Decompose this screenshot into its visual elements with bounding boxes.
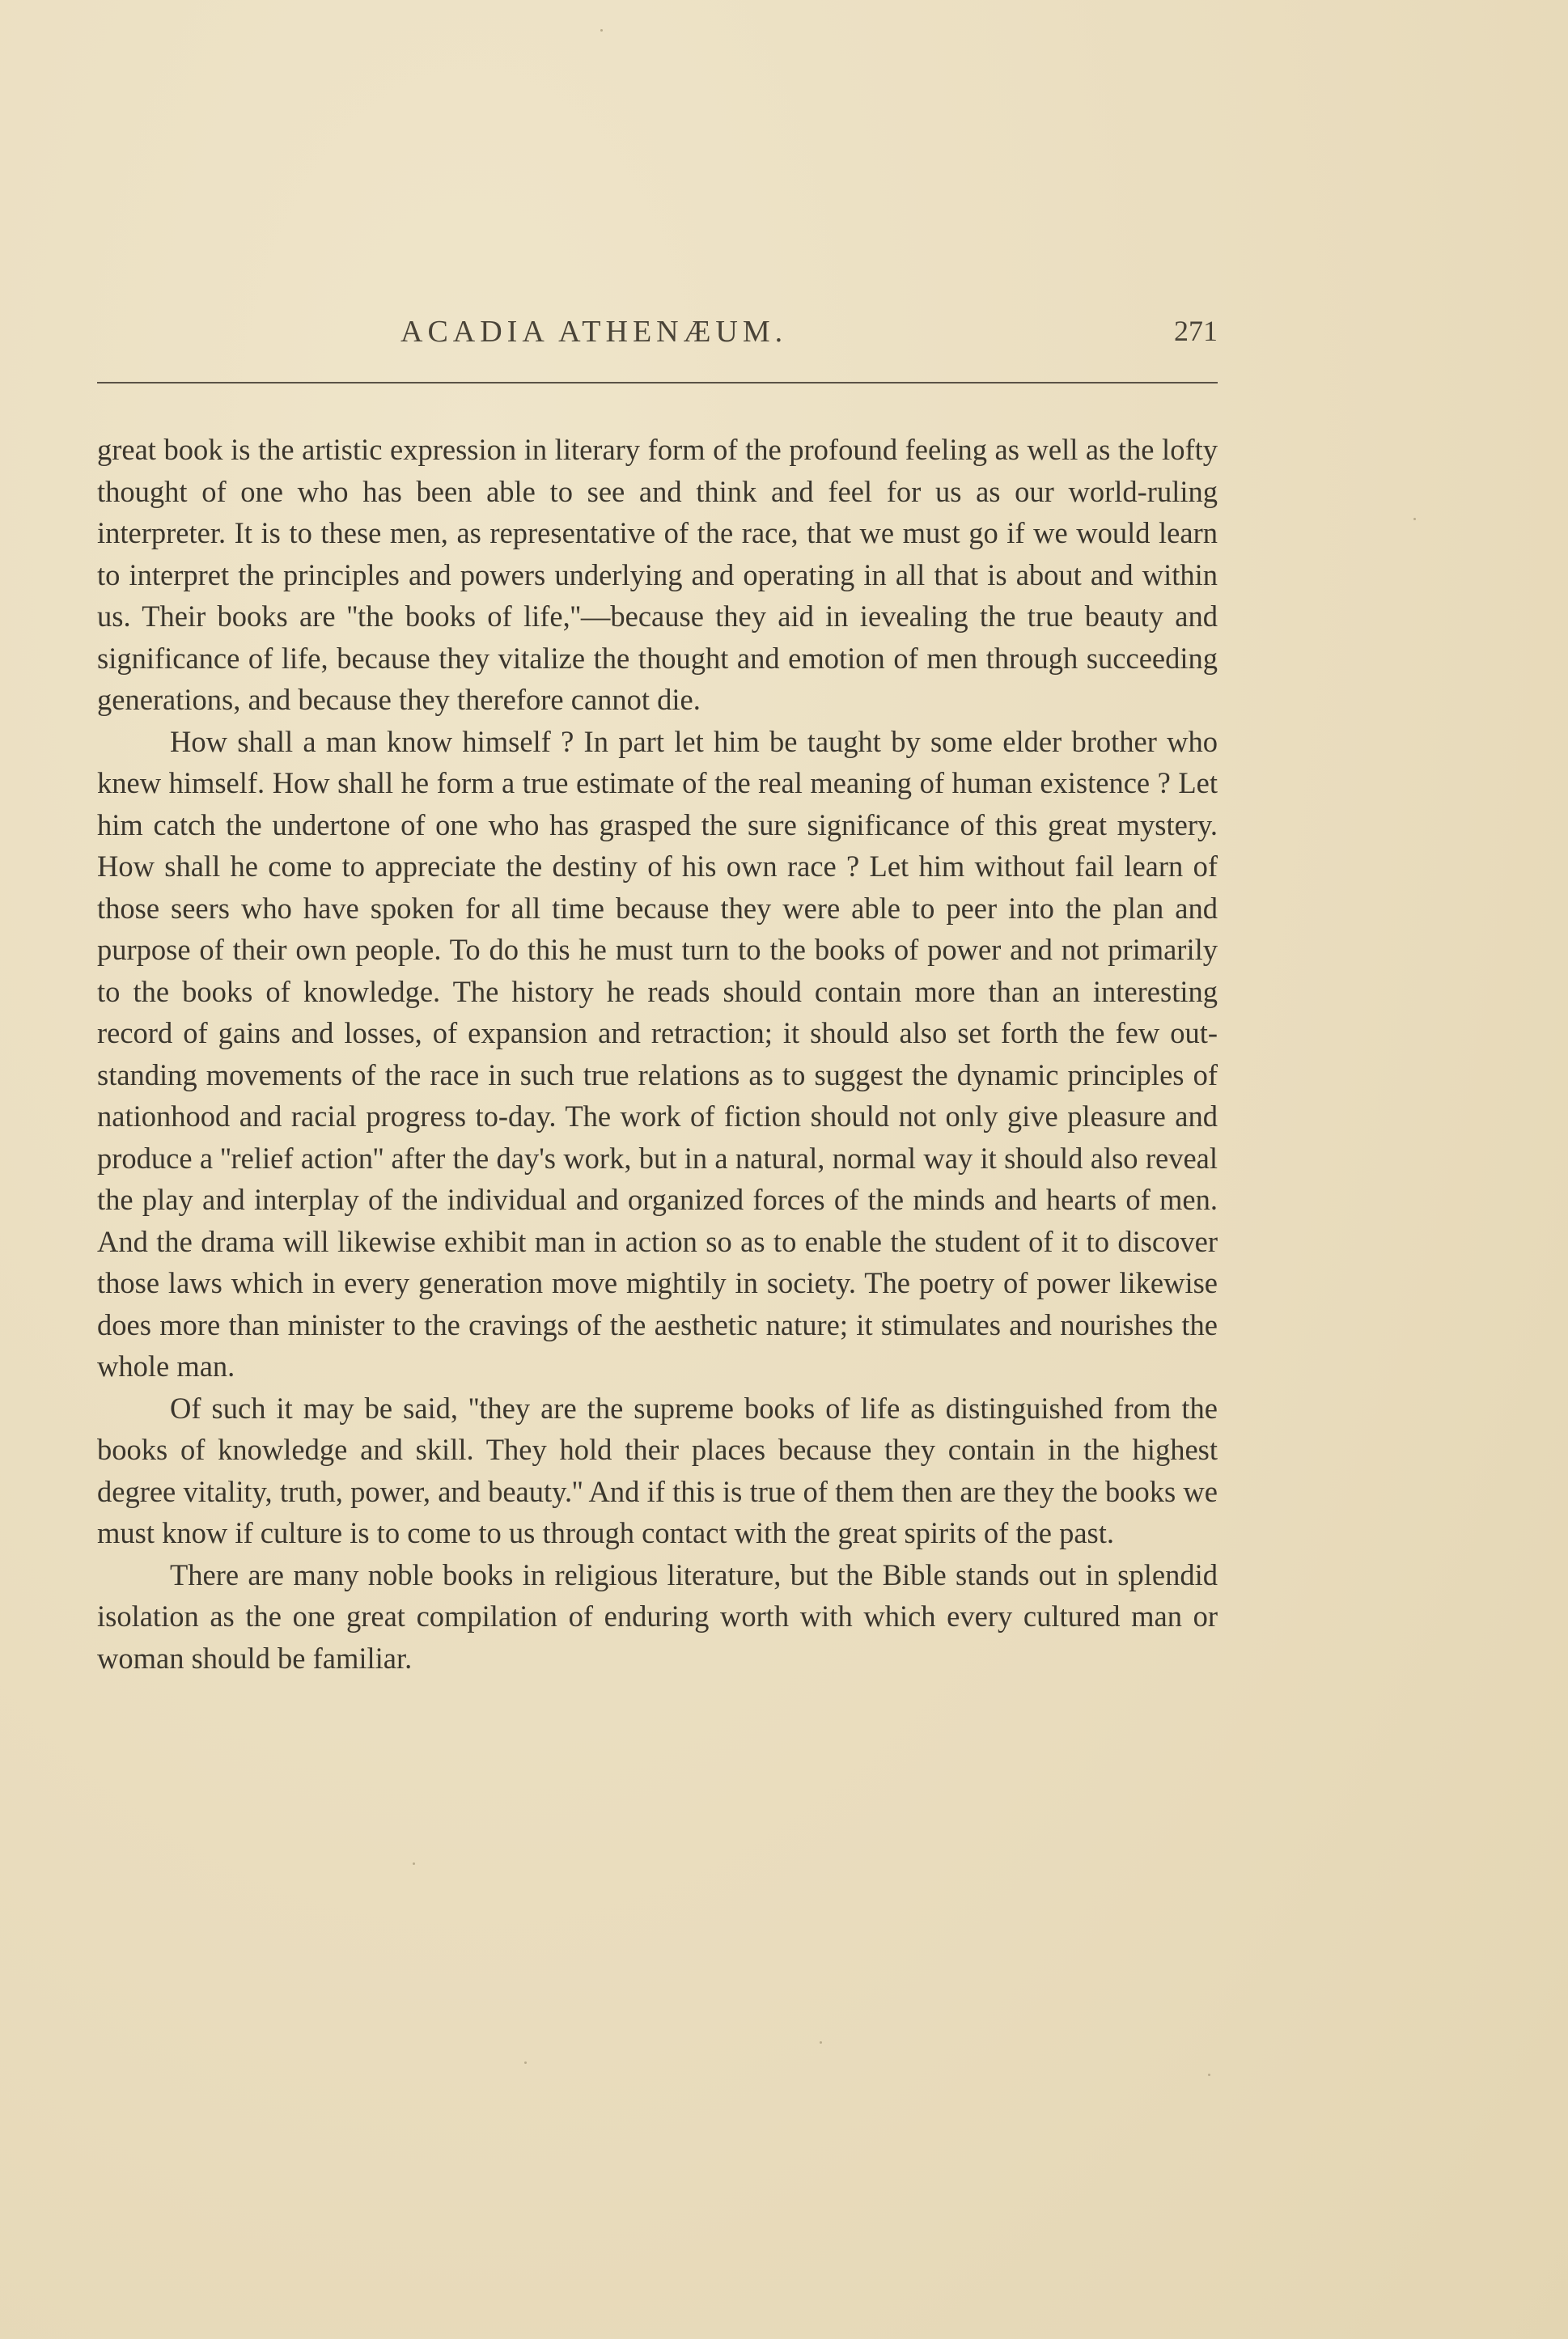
paper-speck bbox=[1413, 518, 1416, 520]
header-rule bbox=[97, 382, 1218, 383]
page-number: 271 bbox=[1174, 315, 1218, 347]
paper-speck bbox=[413, 1862, 415, 1865]
paper-speck bbox=[600, 29, 603, 32]
journal-title: ACADIA ATHENÆUM. bbox=[400, 315, 788, 349]
paragraph-3: Of such it may be said, ''they are the supreme books of life as distinguished from the books of knowledge and skill. They hold their places because they contain in the highest degree vitality, truth, power, and beauty.'' And if this is true of them then are they the books we must know if culture is to come to us through contact with the great spirits of the past. bbox=[97, 1391, 1218, 1549]
paragraph-1: great book is the artistic expression in literary form of the profound feeling as well as the lofty thought of one who has been able to see and think and feel for us as our world-ruling interpreter. It is to these men, as representative of the race, that we must go if we would learn to interpret the principles and powers underlying and operating in all that is about and within us. Their books are ''the books of life,''—because they aid in ievealing the true beauty and significance of life, because they vitalize the thought and emotion of men through succeeding generations, and because they therefore cannot die. bbox=[97, 433, 1218, 716]
paper-speck bbox=[1208, 2074, 1210, 2076]
paper-speck bbox=[820, 2041, 822, 2044]
paragraph-2: How shall a man know himself ? In part let him be taught by some elder brother who knew himself. How shall he form a true estimate of the real meaning of human existence ? Let him catch the undertone of one who has grasped the sure significance of this great mystery. How shall he come to appreciate the destiny of his own race ? Let him without fail learn of those seers who have spoken for all time because they were able to peer into the plan and purpose of their own people. To do this he must turn to the books of power and not primarily to the books of knowledge. The history he reads should contain more than an interesting record of gains and losses, of expansion and retraction; it should also set forth the few out-standing movements of the race in such true relations as to suggest the dynamic principles of nationhood and racial progress to-day. The work of fiction should not only give pleasure and produce a ''relief action'' after the day's work, but in a natural, normal way it should also reveal the play and interplay of the individual and organized forces of the minds and hearts of men. And the drama will likewise exhibit man in action so as to enable the student of it to discover those laws which in every generation move mightily in society. The poetry of power likewise does more than minister to the cravings of the aesthetic nature; it stimulates and nourishes the whole man. bbox=[97, 724, 1218, 1383]
article-body bbox=[97, 429, 1218, 1679]
paragraph-4: There are many noble books in religious literature, but the Bible stands out in splendid isolation as the one great compilation of enduring worth with which every cultured man or woman should be familiar. bbox=[97, 1557, 1218, 1675]
running-header bbox=[97, 314, 1218, 362]
paper-speck bbox=[524, 2061, 527, 2064]
